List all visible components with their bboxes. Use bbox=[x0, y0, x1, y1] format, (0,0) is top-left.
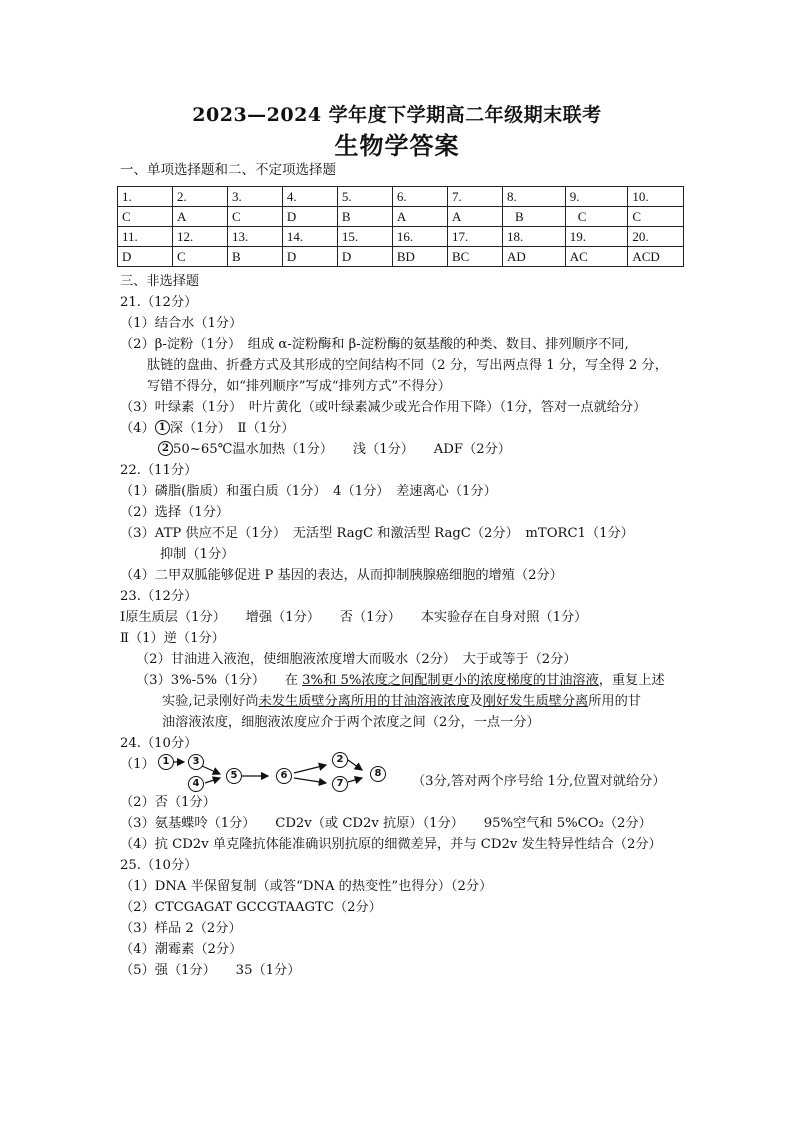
q23-part2-3-suffix: ，重复上述 bbox=[598, 673, 665, 688]
q25-heading: 25.（10分） bbox=[120, 858, 198, 873]
q24-answer-3: （3）氨基蝶呤（1分） CD2v（或 CD2v 抗原）（1分） 95%空气和 5%CO₂（2分） bbox=[120, 816, 652, 831]
table-cell: AC bbox=[565, 247, 628, 267]
step-node: 6 bbox=[276, 768, 292, 784]
table-cell: D bbox=[118, 247, 173, 267]
table-cell: 3. bbox=[227, 187, 282, 207]
table-row bbox=[118, 207, 684, 227]
q24-answer-4: （4）抗 CD2v 单克隆抗体能准确识别抗原的细微差异，并与 CD2v 发生特异性结合（2分） bbox=[120, 837, 662, 852]
q21-answer-2-note: 写错不得分，如“排列顺序”写成“排列方式”不得分） bbox=[147, 379, 451, 394]
q22-answer-1: （1）磷脂(脂质）和蛋白质（1分） 4（1分） 差速离心（1分） bbox=[120, 484, 497, 499]
table-cell: 17. bbox=[447, 227, 502, 247]
table-cell: 19. bbox=[565, 227, 628, 247]
table-cell: 11. bbox=[118, 227, 173, 247]
step-node: 2 bbox=[332, 752, 348, 768]
table-cell: A bbox=[172, 207, 227, 227]
section-nonchoice-heading: 三、非选择题 bbox=[120, 274, 200, 289]
q21-answer-4-prefix: （4） bbox=[120, 421, 155, 436]
table-cell: A bbox=[392, 207, 447, 227]
q21-answer-2-cont: 肽链的盘曲、折叠方式及其形成的空间结构不同（2 分，写出两点得 1 分，写全得 2 分， bbox=[147, 358, 668, 373]
q23-part2-3-prefix: （3）3%-5%（1分） 在 bbox=[136, 673, 303, 688]
q21-answer-1: （1）结合水（1分） bbox=[120, 316, 243, 331]
table-cell: ACD bbox=[628, 247, 684, 267]
q24-answer-1-note: （3分,答对两个序号给 1分,位置对就给分） bbox=[412, 774, 666, 789]
section-choice-heading: 一、单项选择题和二、不定项选择题 bbox=[120, 162, 336, 178]
arrow bbox=[205, 778, 220, 783]
table-cell: 13. bbox=[227, 227, 282, 247]
table-cell: D bbox=[282, 207, 337, 227]
arrow bbox=[348, 760, 362, 770]
q22-answer-4: （4）二甲双胍能够促进 P 基因的表达，从而抑制胰腺癌细胞的增殖（2分） bbox=[120, 568, 563, 583]
answer-table bbox=[117, 186, 684, 267]
table-cell: B bbox=[337, 207, 392, 227]
q23-part2-3 bbox=[136, 671, 665, 691]
table-cell: 5. bbox=[337, 187, 392, 207]
table-cell: BD bbox=[392, 247, 447, 267]
q21-answer-4-part2-text: 50~65℃温水加热（1分） 浅（1分） ADF（2分） bbox=[173, 442, 511, 457]
arrow bbox=[348, 778, 362, 782]
table-cell: 20. bbox=[628, 227, 684, 247]
q23-part2-1: Ⅱ（1）逆（1分） bbox=[120, 631, 225, 646]
table-cell: 16. bbox=[392, 227, 447, 247]
q25-answer-3: （3）样品 2（2分） bbox=[120, 921, 242, 936]
table-cell: BC bbox=[447, 247, 502, 267]
table-cell: 18. bbox=[503, 227, 566, 247]
q21-answer-4-text: 深（1分） Ⅱ（1分） bbox=[169, 421, 295, 436]
arrow bbox=[294, 778, 326, 783]
step-node: 7 bbox=[332, 776, 348, 792]
q23-text: 及 bbox=[469, 694, 483, 709]
arrow bbox=[202, 766, 220, 774]
table-cell: 9. bbox=[565, 187, 628, 207]
process-flow-diagram bbox=[150, 748, 410, 794]
table-cell: C bbox=[118, 207, 173, 227]
q23-text: 实验,记录刚好尚 bbox=[162, 694, 259, 709]
q23-part1: Ⅰ原生质层（1分） 增强（1分） 否（1分） 本实验存在自身对照（1分） bbox=[120, 610, 588, 625]
q21-answer-2: （2）β-淀粉（1分） 组成 α-淀粉酶和 β-淀粉酶的氨基酸的种类、数目、排列顺序不同, bbox=[120, 337, 629, 352]
q23-text: 所用的甘 bbox=[588, 694, 641, 709]
table-cell: D bbox=[337, 247, 392, 267]
q23-part2-3-cont bbox=[162, 692, 641, 712]
q22-answer-2: （2）选择（1分） bbox=[120, 505, 230, 520]
q21-heading: 21.（12分） bbox=[120, 295, 198, 310]
exam-title: 2023—2024 学年度下学期高二年级期末联考 bbox=[192, 104, 602, 126]
table-cell: 12. bbox=[172, 227, 227, 247]
q25-answer-5: （5）强（1分） 35（1分） bbox=[120, 963, 301, 978]
table-cell: B bbox=[227, 247, 282, 267]
step-node: 8 bbox=[370, 766, 386, 782]
underlined-text: 3%和 5%浓度之间配制更小的浓度梯度的甘油溶液 bbox=[302, 673, 599, 688]
q24-answer-2: （2）否（1分） bbox=[120, 795, 216, 810]
step-node: 4 bbox=[188, 776, 204, 792]
table-row bbox=[118, 247, 684, 267]
table-cell: C bbox=[227, 207, 282, 227]
q21-answer-4-part2 bbox=[158, 440, 511, 460]
table-cell: 14. bbox=[282, 227, 337, 247]
table-cell: C bbox=[628, 207, 684, 227]
table-cell: A bbox=[447, 207, 502, 227]
table-cell: B bbox=[503, 207, 566, 227]
table-cell: 2. bbox=[172, 187, 227, 207]
step-node: 1 bbox=[158, 754, 174, 770]
q22-answer-3-cont: 抑制（1分） bbox=[160, 547, 235, 562]
q21-answer-3: （3）叶绿素（1分） 叶片黄化（或叶绿素减少或光合作用下降）（1分，答对一点就给分） bbox=[120, 400, 647, 415]
table-cell: AD bbox=[503, 247, 566, 267]
table-row bbox=[118, 227, 684, 247]
underlined-text: 未发生质壁分离所用的甘油溶液浓度 bbox=[258, 694, 470, 709]
q25-answer-1: （1）DNA 半保留复制（或答“DNA 的热变性”也得分）（2分） bbox=[120, 879, 493, 894]
underlined-text: 刚好发生质壁分离 bbox=[482, 694, 589, 709]
q25-answer-2: （2）CTCGAGAT GCCGTAAGTC（2分） bbox=[120, 900, 382, 915]
table-cell: 8. bbox=[503, 187, 566, 207]
step-node: 5 bbox=[226, 768, 242, 784]
circled-number: 1 bbox=[155, 420, 170, 435]
table-cell: C bbox=[565, 207, 628, 227]
step-node: 3 bbox=[188, 754, 204, 770]
answer-title: 生物学答案 bbox=[334, 131, 460, 160]
table-cell: 1. bbox=[118, 187, 173, 207]
q24-heading: 24.（10分） bbox=[120, 736, 198, 751]
arrow bbox=[294, 765, 326, 773]
q21-answer-4 bbox=[120, 419, 294, 439]
table-cell: 4. bbox=[282, 187, 337, 207]
q23-heading: 23.（12分） bbox=[120, 589, 198, 604]
circled-number: 2 bbox=[158, 441, 173, 456]
q22-answer-3: （3）ATP 供应不足（1分） 无活型 RagC 和激活型 RagC（2分） mTORC1（1分） bbox=[120, 526, 634, 541]
table-cell: D bbox=[282, 247, 337, 267]
q25-answer-4: （4）潮霉素（2分） bbox=[120, 942, 243, 957]
q22-heading: 22.（11分） bbox=[120, 463, 198, 478]
q23-part2-2: （2）甘油进入液泡，使细胞液浓度增大而吸水（2分） 大于或等于（2分） bbox=[136, 652, 577, 667]
table-cell: 6. bbox=[392, 187, 447, 207]
table-cell: C bbox=[172, 247, 227, 267]
q24-answer-1-prefix: （1） bbox=[120, 757, 155, 772]
table-row bbox=[118, 187, 684, 207]
q23-part2-3-end: 油溶液浓度，细胞液浓度应介于两个浓度之间（2分，一点一分） bbox=[162, 715, 540, 730]
table-cell: 7. bbox=[447, 187, 502, 207]
table-cell: 10. bbox=[628, 187, 684, 207]
table-cell: 15. bbox=[337, 227, 392, 247]
